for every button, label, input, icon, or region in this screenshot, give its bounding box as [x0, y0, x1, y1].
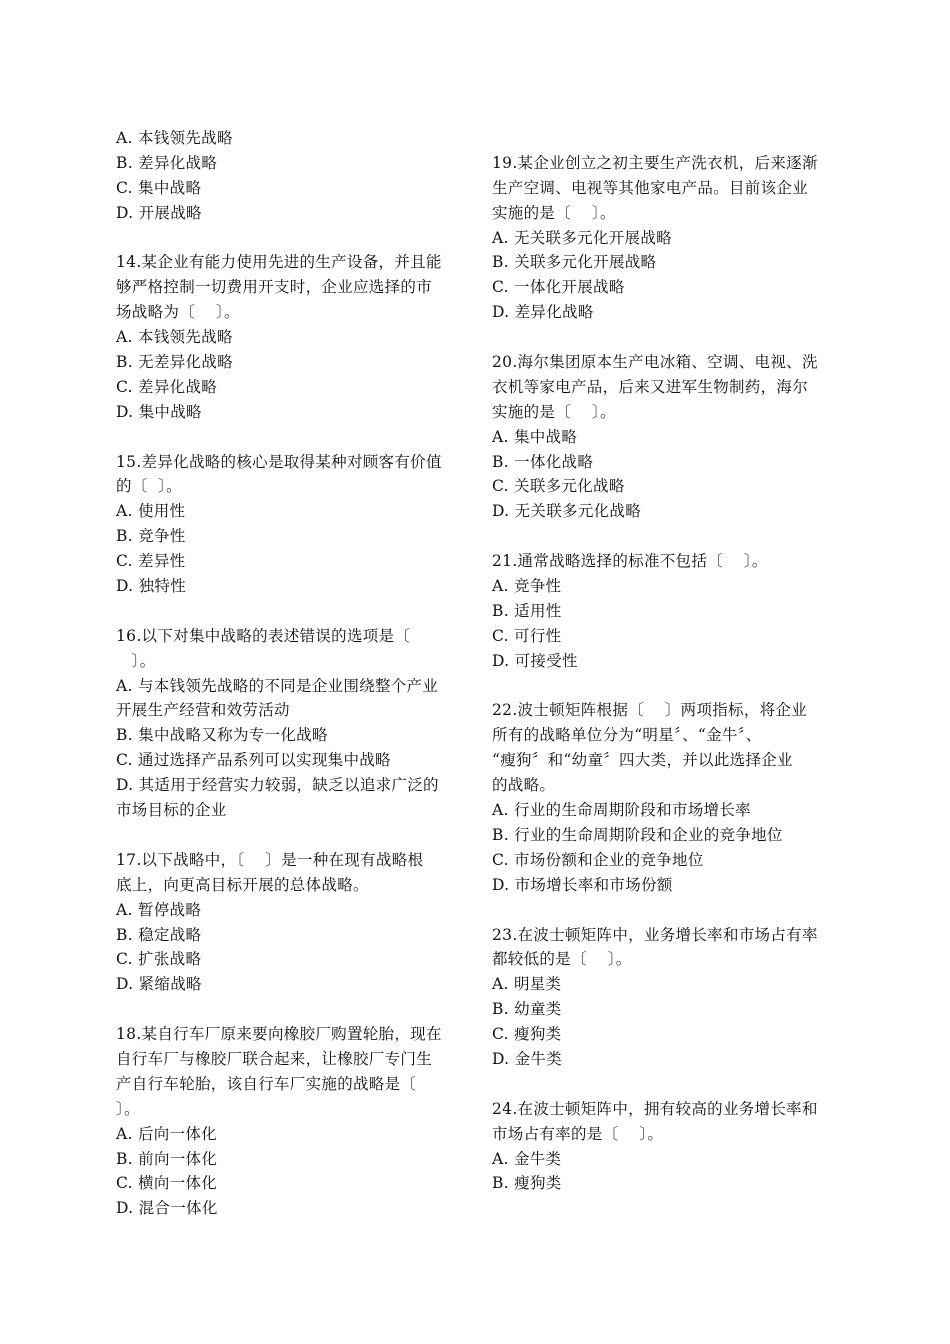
spacer	[116, 823, 462, 848]
spacer	[116, 425, 462, 450]
option-line: C. 市场份额和企业的竞争地位	[492, 850, 704, 869]
question-text-line: 20.海尔集团原本生产电冰箱、空调、电视、洗	[492, 353, 818, 372]
question-text-line: 15.差异化战略的核心是取得某种对顾客有价值	[116, 452, 442, 471]
question-text-line: 市场占有率的是〔 〕。	[492, 1124, 664, 1143]
question-text-line: 所有的战略单位分为“明星〞、“金牛〞、	[492, 726, 762, 745]
option-line: D. 市场增长率和市场份额	[492, 875, 673, 894]
spacer	[492, 1072, 838, 1097]
question-text-line: 衣机等家电产品，后来又进军生物制药，海尔	[492, 377, 809, 396]
option-line: C. 可行性	[492, 626, 562, 645]
option-line: D. 紧缩战略	[116, 975, 202, 994]
option-line: A. 金牛类	[492, 1149, 562, 1168]
question-text-line: 24.在波士顿矩阵中，拥有较高的业务增长率和	[492, 1099, 818, 1118]
question-text-line: 16.以下对集中战略的表述错误的选项是〔	[116, 626, 411, 645]
right-column	[492, 126, 838, 1196]
option-line: B. 幼童类	[492, 1000, 562, 1019]
spacer	[492, 524, 838, 549]
question-text-line: 14.某企业有能力使用先进的生产设备，并且能	[116, 253, 442, 272]
option-line: A. 后向一体化	[116, 1124, 217, 1143]
option-line: C. 扩张战略	[116, 950, 202, 969]
question-text-line: 够严格控制一切费用开支时，企业应选择的市	[116, 278, 433, 297]
option-line: D. 其适用于经营实力较弱，缺乏以追求广泛的	[116, 776, 439, 795]
option-line: D. 集中战略	[116, 402, 202, 421]
question-text-line: 底上，向更高目标开展的总体战略。	[116, 875, 369, 894]
option-line: C. 集中战略	[116, 178, 202, 197]
option-line: A. 暂停战略	[116, 900, 202, 919]
spacer	[492, 126, 838, 151]
option-line: B. 差异化战略	[116, 153, 218, 172]
option-line: A. 集中战略	[492, 427, 578, 446]
question-text-line: 实施的是〔 〕。	[492, 402, 616, 421]
option-line: A. 无关联多元化开展战略	[492, 228, 672, 247]
option-line: B. 行业的生命周期阶段和企业的竞争地位	[492, 825, 783, 844]
question-text-line: 的〔 〕。	[116, 477, 182, 496]
question-text-line: 产自行车轮胎，该自行车厂实施的战略是〔	[116, 1074, 417, 1093]
spacer	[492, 674, 838, 699]
option-line: D. 开展战略	[116, 203, 202, 222]
left-column	[116, 126, 462, 1221]
option-line: C. 横向一体化	[116, 1174, 218, 1193]
option-line: D. 差异化战略	[492, 303, 594, 322]
question-text-line: 18.某自行车厂原来要向橡胶厂购置轮胎，现在	[116, 1025, 442, 1044]
option-line: D. 独特性	[116, 577, 187, 596]
option-line: C. 关联多元化战略	[492, 477, 625, 496]
spacer	[492, 325, 838, 350]
spacer	[116, 599, 462, 624]
option-line: B. 瘦狗类	[492, 1174, 562, 1193]
option-line: D. 无关联多元化战略	[492, 502, 642, 521]
option-line: C. 瘦狗类	[492, 1025, 562, 1044]
option-line: B. 无差异化战略	[116, 353, 233, 372]
question-text-line: 实施的是〔 〕。	[492, 203, 616, 222]
spacer	[116, 997, 462, 1022]
question-text-line: 都较低的是〔 〕。	[492, 950, 632, 969]
option-line: C. 差异化战略	[116, 377, 218, 396]
option-line: A. 竞争性	[492, 577, 562, 596]
option-line: A. 与本钱领先战略的不同是企业围绕整个产业	[116, 676, 439, 695]
option-line: B. 适用性	[492, 601, 562, 620]
option-line: 市场目标的企业	[116, 801, 227, 820]
question-text-line: 〕。	[116, 651, 156, 670]
spacer	[492, 898, 838, 923]
question-text-line: “瘦狗〞和“幼童〞四大类，并以此选择企业	[492, 751, 793, 770]
option-line: A. 本钱领先战略	[116, 129, 233, 147]
option-line: C. 差异性	[116, 552, 186, 571]
option-line: 开展生产经营和效劳活动	[116, 701, 290, 720]
option-line: B. 稳定战略	[116, 925, 202, 944]
question-text-line: 的战略。	[492, 776, 556, 795]
option-line: D. 金牛类	[492, 1049, 563, 1068]
option-line: D. 混合一体化	[116, 1199, 218, 1218]
option-line: B. 集中战略又称为专一化战略	[116, 726, 328, 745]
option-line: B. 前向一体化	[116, 1149, 218, 1168]
question-text-line: 场战略为〔 〕。	[116, 303, 240, 322]
option-line: D. 可接受性	[492, 651, 578, 670]
option-line: B. 关联多元化开展战略	[492, 253, 657, 272]
question-text-line: 17.以下战略中，〔 〕是一种在现有战略根	[116, 850, 424, 869]
question-text-line: 19.某企业创立之初主要生产洗衣机，后来逐渐	[492, 153, 818, 172]
option-line: B. 一体化战略	[492, 452, 594, 471]
question-text-line: 23.在波士顿矩阵中，业务增长率和市场占有率	[492, 925, 818, 944]
option-line: A. 使用性	[116, 502, 186, 521]
option-line: A. 行业的生命周期阶段和市场增长率	[492, 801, 751, 820]
option-line: C. 通过选择产品系列可以实现集中战略	[116, 751, 391, 770]
question-text-line: 21.通常战略选择的标准不包括〔 〕。	[492, 552, 768, 571]
question-text-line: 生产空调、电视等其他家电产品。目前该企业	[492, 178, 809, 197]
option-line: B. 竞争性	[116, 527, 186, 546]
spacer	[116, 226, 462, 251]
option-line: C. 一体化开展战略	[492, 278, 625, 297]
question-text-line: 〕。	[116, 1099, 140, 1118]
question-text-line: 自行车厂与橡胶厂联合起来，让橡胶厂专门生	[116, 1049, 433, 1068]
option-line: A. 本钱领先战略	[116, 328, 233, 347]
option-line: A. 明星类	[492, 975, 562, 994]
question-text-line: 22.波士顿矩阵根据〔 〕两项指标，将企业	[492, 701, 808, 720]
